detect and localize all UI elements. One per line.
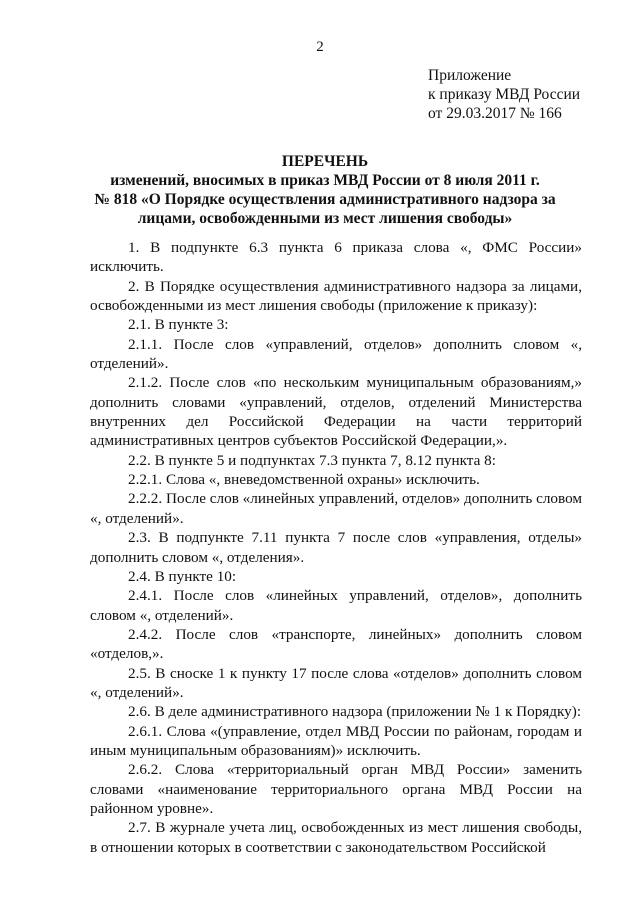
title-line-4: лицами, освобожденными из мест лишения свободы» [137, 210, 513, 227]
paragraph: 2.2. В пункте 5 и подпунктах 7.3 пункта 7, 8.12 пункта 8: [128, 451, 496, 469]
appendix-line-1: Приложение [428, 67, 512, 84]
title-line-2: изменений, вносимых в приказ МВД России от 8 июля 2011 г. [110, 172, 540, 189]
paragraph: 2.2.1. Слова «, вневедомственной охраны» исключить. [128, 471, 480, 489]
paragraph: 2.7. В журнале учета лиц, освобожденных из мест лишения свободы, в отношении которых в соответствии с законодательством Российской [90, 819, 582, 856]
appendix-block [428, 66, 580, 123]
document-body [90, 238, 582, 857]
appendix-line-3: от 29.03.2017 № 166 [428, 105, 562, 122]
page-number: 2 [316, 39, 324, 55]
paragraph: 2.4.1. После слов «линейных управлений, отделов», дополнить словом «, отделений». [90, 587, 582, 624]
document-title [60, 152, 590, 228]
paragraph: 2.4. В пункте 10: [128, 567, 237, 585]
paragraph: 2.1.1. После слов «управлений, отделов» дополнить словом «, отделений». [90, 335, 582, 373]
title-line-1: ПЕРЕЧЕНЬ [281, 153, 369, 170]
paragraph: 2.4.2. После слов «транспорте, линейных» дополнить словом «отделов,». [90, 625, 582, 663]
paragraph: 2.5. В сноске 1 к пункту 17 после слова «отделов» дополнить словом «, отделений». [90, 664, 582, 701]
paragraph: 2.3. В подпункте 7.11 пункта 7 после слов «управления, отделы» дополнить словом «, отделения». [90, 529, 582, 566]
paragraph: 2.2.2. После слов «линейных управлений, отделов» дополнить словом «, отделений». [90, 490, 582, 527]
paragraph: 1. В подпункте 6.3 пункта 6 приказа слова «, ФМС России» исключить. [90, 239, 582, 276]
paragraph: 2.6. В деле административного надзора (приложении № 1 к Порядку): [128, 703, 582, 721]
paragraph: 2.6.2. Слова «территориальный орган МВД России» заменить словами «наименование территориального органа МВД России на районном уровне». [90, 761, 582, 817]
paragraph: 2.1.2. После слов «по нескольким муниципальным образованиям,» дополнить словами «управлений, отделов, отделений Министерства внутренних дел Российской Федерации на части территорий административных центров субъектов Российской Федерации,». [90, 374, 582, 450]
appendix-line-2: к приказу МВД России [428, 86, 581, 103]
paragraph: 2.6.1. Слова «(управление, отдел МВД России по районам, городам и иным муниципальным образованиям)» исключить. [90, 722, 582, 759]
paragraph: 2. В Порядке осуществления административного надзора за лицами, освобожденными из мест лишения свободы (приложение к приказу): [90, 277, 582, 315]
paragraph: 2.1. В пункте 3: [128, 316, 229, 334]
title-line-3: № 818 «О Порядке осуществления административного надзора за [94, 191, 556, 208]
